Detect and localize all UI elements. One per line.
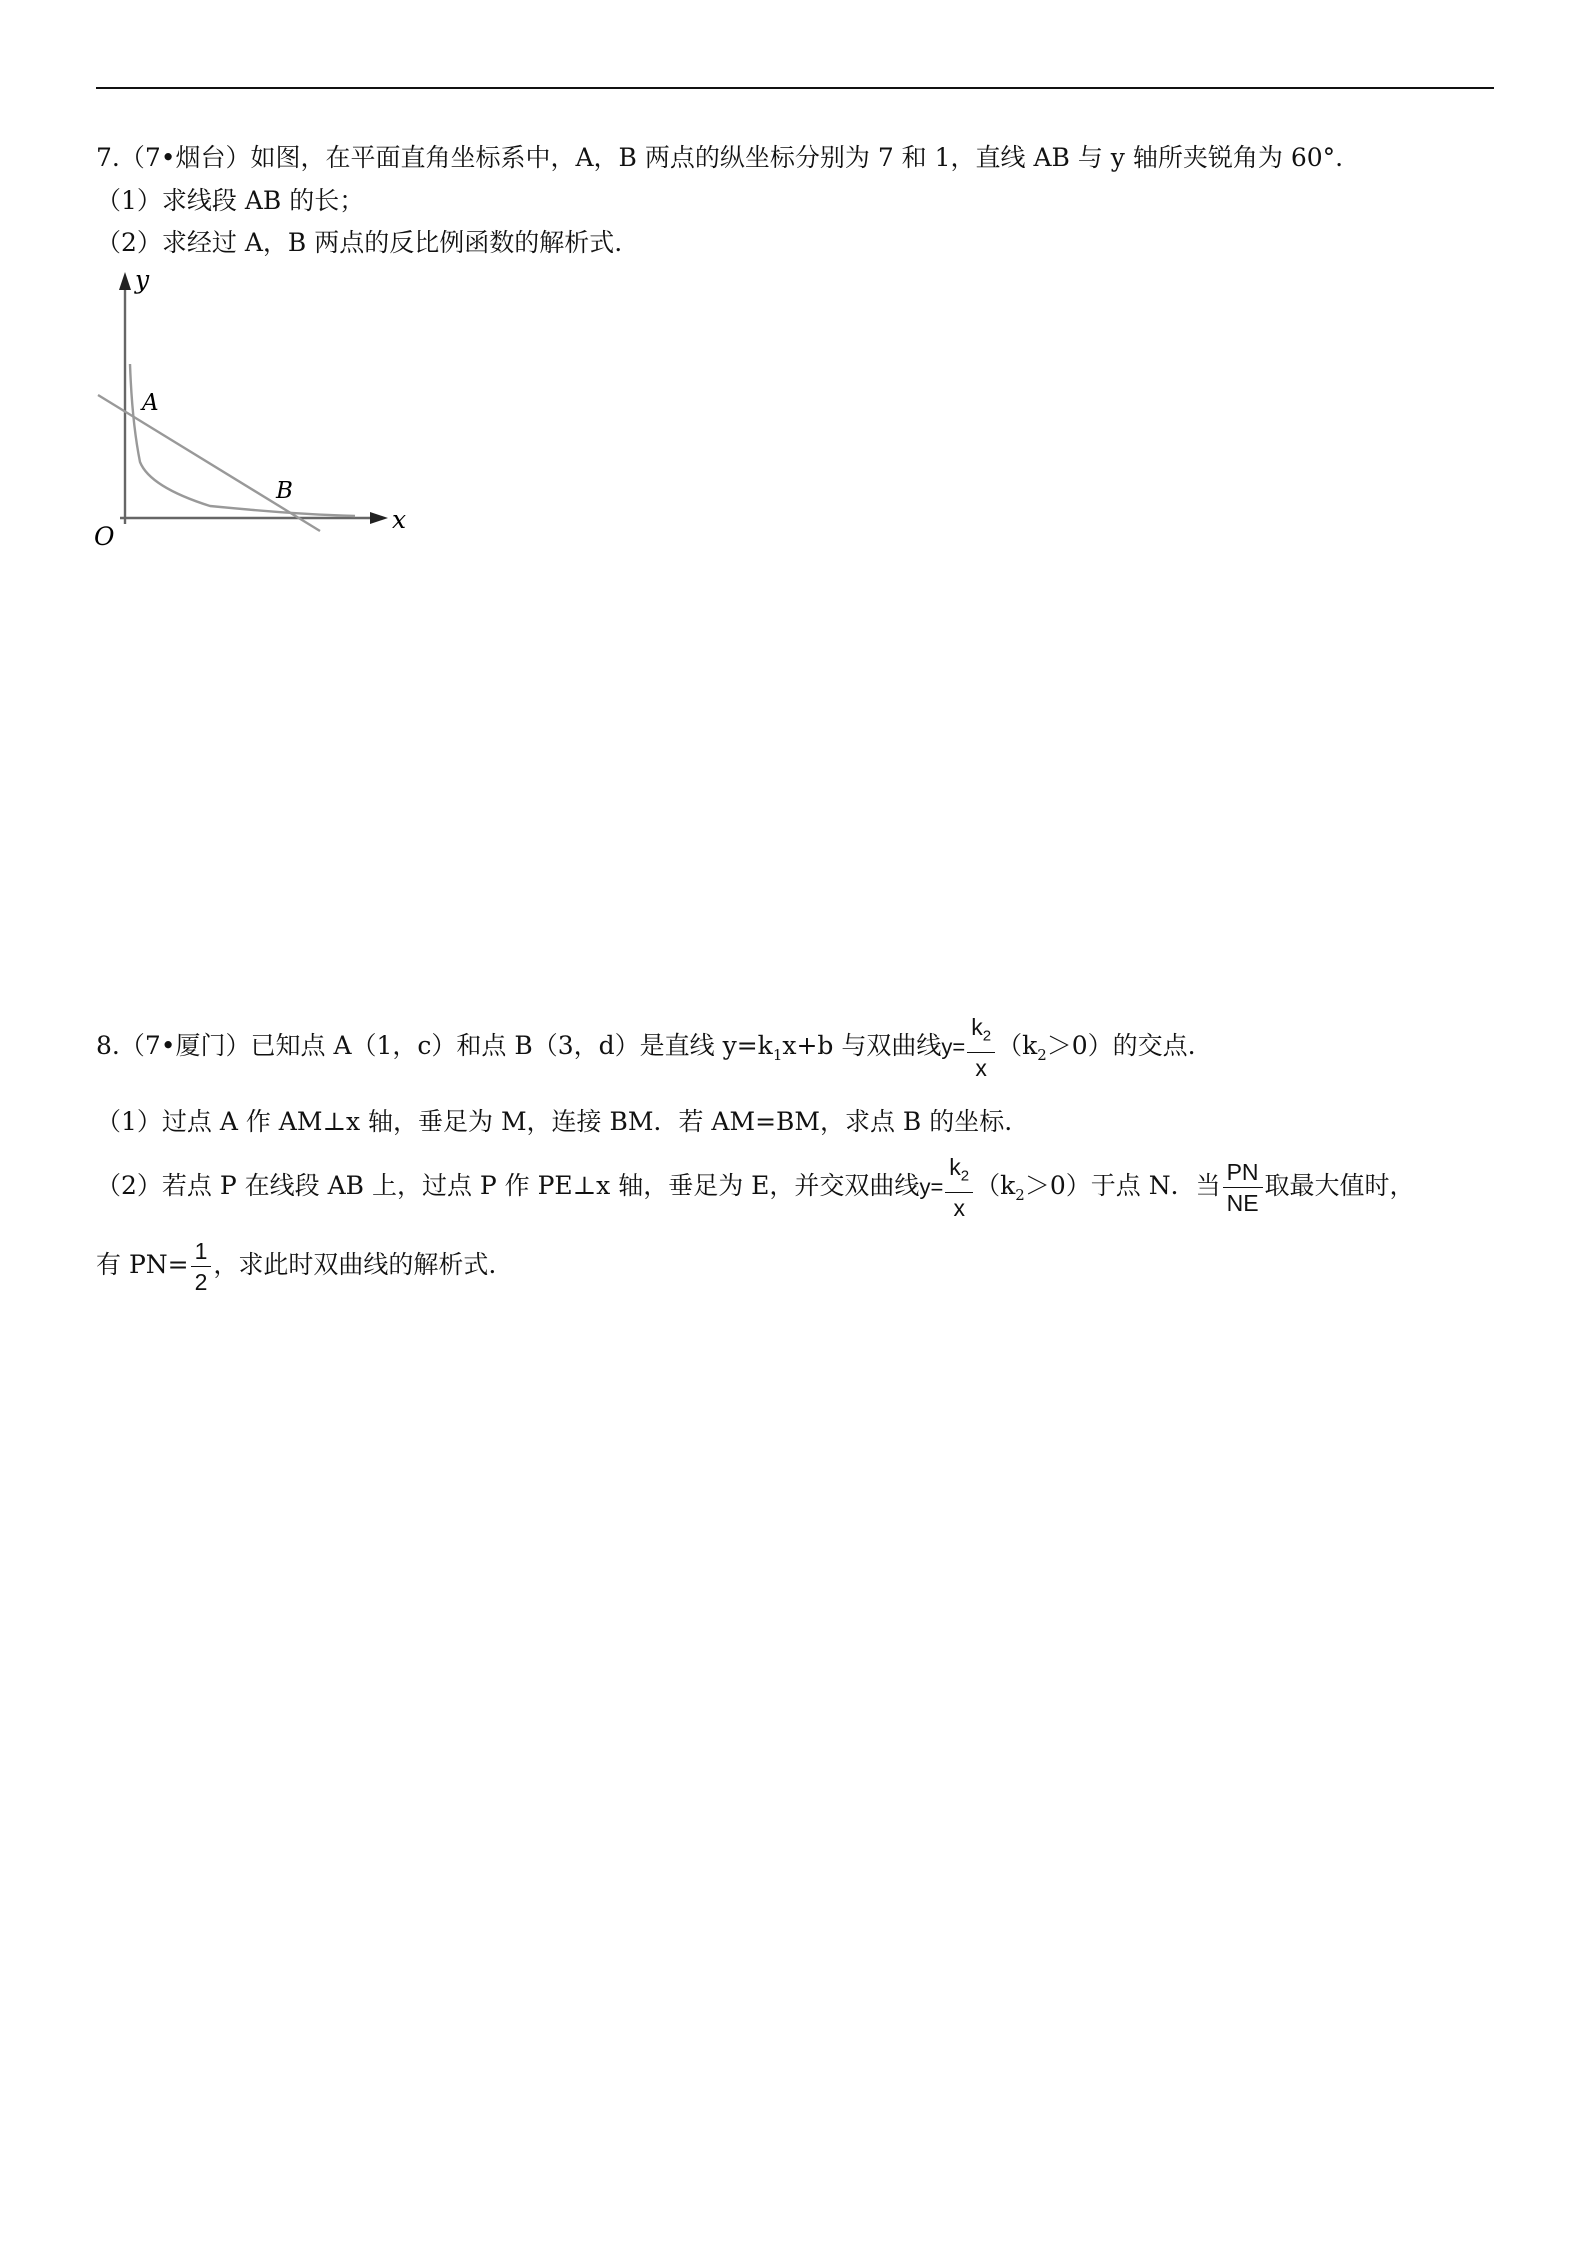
q8-part2: （2）若点 P 在线段 AB 上，过点 P 作 PE⊥x 轴，垂足为 E，并交双曲线y= $\frac{k_2}{x}$ $(k_2>0)$于点 N．当 $\frac{PN}{NE}$ 取最大值时， [96,1154,1415,1221]
label-o: O [94,522,115,551]
q8-stem: 8.（7•厦门）已知点 A（1，c）和点 B（3，d）是直线 $y=k_1x+b$ 与双曲线y= $\frac{k_2}{x}$ $(k_2>0)$的交点. [96,1014,1196,1081]
equation-y: y= [941,1034,966,1060]
label-a: A [142,390,159,416]
fraction-k2-over-x-2: $\frac{k_2}{x}$ [945,1152,973,1223]
equation-y-2: y= [919,1174,944,1200]
line-ab [98,395,320,531]
fraction-pn-over-ne: $\frac{PN}{NE}$ [1223,1157,1263,1218]
q8-part1: （1）过点 A 作 AM⊥x 轴，垂足为 M，连接 BM．若 AM=BM，求点 B 的坐标. [96,1107,1013,1136]
fraction-k2-over-x: $\frac{k_2}{x}$ [967,1012,995,1083]
fraction-one-half: $\frac{1}{2}$ [191,1236,212,1297]
q8-part2-cont: 有 PN= $\frac{1}{2}$ ，求此时双曲线的解析式. [96,1238,497,1295]
q7-stem: 7.（7•烟台）如图，在平面直角坐标系中，A，B 两点的纵坐标分别为 7 和 1，直线 AB 与 y 轴所夹锐角为 60°. [96,143,1344,172]
q7-figure [90,262,430,552]
header-rule [96,87,1494,89]
x-axis-arrow [370,512,388,524]
label-x: x [392,505,407,534]
label-b: B [276,478,293,504]
q7-part2: （2）求经过 A，B 两点的反比例函数的解析式. [96,228,623,257]
label-y: y [135,265,150,294]
y-axis-arrow [119,272,131,290]
q7-part1: （1）求线段 AB 的长； [96,186,365,215]
hyperbola-curve [130,364,355,516]
